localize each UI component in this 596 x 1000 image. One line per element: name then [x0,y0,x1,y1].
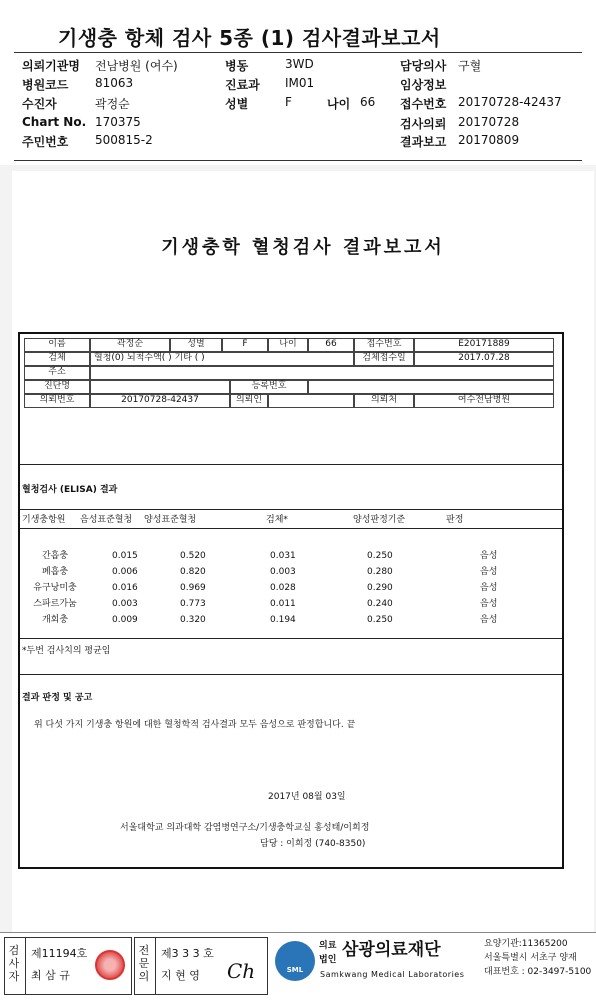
specimen-value: 0.028 [270,583,296,593]
form-sex-value: F [242,339,248,349]
cutoff-value: 0.250 [367,615,393,625]
header-divider [14,52,582,53]
form-requester-label: 의뢰인 [235,395,263,405]
ward-value: 3WD [285,57,314,71]
form-receipt-label: 접수번호 [366,339,402,349]
sex-value: F [285,95,292,109]
form-specimen-label: 검체 [48,353,66,363]
specialist-label-char: 전 [138,944,150,957]
report-date: 2017년 08월 03일 [268,792,346,802]
corp-en: Samkwang Medical Laboratories [320,970,465,979]
form-sex-label: 성별 [187,339,205,349]
hospital-code-label: 병원코드 [22,78,69,92]
corp-info-3: 대표번호 : 02-3497-5100 [484,967,592,977]
positive-std-value: 0.969 [180,583,206,593]
section-divider [20,638,562,639]
age-value: 66 [360,95,376,109]
form-specimen-date-label: 검체접수일 [362,353,406,363]
form-requester-org: 여수전남병원 [457,395,511,405]
logo-text: SML [286,966,304,974]
doctor-value: 구혈 [458,59,482,73]
request-value: 20170728 [458,115,520,129]
form-specimen-date: 2017.07.28 [458,353,510,363]
patient-value: 곽정순 [95,97,130,111]
specialist-label-char: 의 [138,970,150,983]
form-diagnosis-label: 진단명 [43,381,71,391]
inspector-id: 제11194호 [31,947,88,960]
corp-prefix-2: 법인 [319,955,337,965]
antigen-name: 폐흡충 [41,567,69,577]
conclusion-title: 결과 판정 및 공고 [22,693,93,703]
inspector-label-char: 자 [8,970,20,983]
specialist-divider [155,938,156,994]
antigen-name: 스파르가눔 [33,599,77,609]
col-specimen: 검체* [266,515,288,525]
elisa-title: 혈청검사 (ELISA) 결과 [22,485,118,495]
chart-label: Chart No. [22,115,87,129]
form-ref-value: 20170728-42437 [121,395,199,405]
specimen-value: 0.194 [270,615,296,625]
cutoff-value: 0.250 [367,551,393,561]
result-value: 20170809 [458,133,520,147]
scanned-document [0,165,596,932]
patient-label: 수진자 [22,97,57,111]
inspector-box [4,937,132,995]
inspector-name: 최 삼 규 [31,969,70,982]
specialist-label [137,944,151,983]
verdict-value: 음성 [480,583,498,593]
specimen-value: 0.011 [270,599,296,609]
inspector-divider [25,938,26,994]
institution-value: 전남병원 (여수) [95,59,178,73]
form-address-label: 주소 [48,367,66,377]
form-age-value: 66 [325,339,337,349]
age-label: 나이 [327,97,351,111]
negative-std-value: 0.009 [112,615,138,625]
col-verdict: 판정 [446,515,464,525]
col-negative-std: 음성표준혈청 [80,515,133,525]
diagnosis-value-cell [90,380,230,394]
positive-std-value: 0.520 [180,551,206,561]
antigen-name: 유구낭미충 [33,583,77,593]
section-divider [20,509,562,510]
dept-label: 진료과 [225,78,260,92]
col-positive-std: 양성표준혈청 [144,515,197,525]
verdict-value: 음성 [480,599,498,609]
issuing-org: 서울대학교 의과대학 감염병연구소/기생충학교실 홍성태/이희정 [120,823,370,833]
corp-info-1: 요양기관:11365200 [484,939,568,949]
requester-value-cell [268,394,354,408]
form-age-label: 나이 [279,339,297,349]
dept-value: IM01 [285,76,315,90]
footnote: *두번 검사치의 평균임 [22,646,111,656]
document-title: 기생충학 혈청검사 결과보고서 [161,237,445,258]
col-antigen: 기생충항원 [22,515,66,525]
form-specimen-value: 혈청(0) 뇌척수액( ) 기타 ( ) [94,353,205,363]
clinical-label: 임상정보 [400,78,447,92]
sml-logo-icon [275,941,315,981]
result-label: 결과보고 [400,135,447,149]
resident-label: 주민번호 [22,135,69,149]
positive-std-value: 0.320 [180,615,206,625]
ward-label: 병동 [225,59,249,73]
antigen-name: 간흡충 [41,551,69,561]
specialist-label-char: 문 [138,957,150,970]
specimen-value: 0.031 [270,551,296,561]
corp-name: 삼광의료재단 [342,940,441,960]
request-label: 검사의뢰 [400,117,447,131]
verdict-value: 음성 [480,615,498,625]
contact-info: 담당 : 이희정 (740-8350) [260,839,366,849]
address-value-cell [90,366,554,380]
reg-value-cell [308,380,554,394]
specialist-box [134,937,268,995]
inspector-label [7,944,21,983]
cutoff-value: 0.290 [367,583,393,593]
conclusion-text: 위 다섯 가지 기생충 항원에 대한 혈청학적 검사결과 모두 음성으로 판정합니다. 끝 [34,720,356,730]
report-header [0,0,596,165]
signature: Ch [227,959,256,983]
specimen-value: 0.003 [270,567,296,577]
document-paper [12,171,594,932]
resident-value: 500815-2 [95,133,153,147]
negative-std-value: 0.016 [112,583,138,593]
inspector-label-char: 검 [8,944,20,957]
inspector-label-char: 사 [8,957,20,970]
verdict-value: 음성 [480,551,498,561]
form-reg-label: 등록번호 [251,381,287,391]
report-title: 기생충 항체 검사 5종 (1) 검사결과보고서 [58,26,441,50]
corp-prefix-1: 의료 [319,941,337,951]
form-name-value: 곽정순 [116,339,144,349]
chart-value: 170375 [95,115,141,129]
result-form [18,332,564,869]
doctor-label: 담당의사 [400,59,447,73]
corp-info-2: 서울특별시 서초구 양재 [484,953,577,963]
form-ref-label: 의뢰번호 [39,395,75,405]
institution-label: 의뢰기관명 [22,59,80,73]
section-divider [20,464,562,465]
specialist-name: 지 현 영 [161,969,200,982]
col-cutoff: 양성판정기준 [353,515,406,525]
specialist-id: 제3 3 3 호 [161,947,214,960]
negative-std-value: 0.003 [112,599,138,609]
negative-std-value: 0.015 [112,551,138,561]
sex-label: 성별 [225,97,249,111]
verdict-value: 음성 [480,567,498,577]
table-header-divider [20,528,562,529]
form-name-label: 이름 [48,339,66,349]
cutoff-value: 0.280 [367,567,393,577]
receipt-value: 20170728-42437 [458,95,562,109]
negative-std-value: 0.006 [112,567,138,577]
receipt-label: 접수번호 [400,97,447,111]
form-receipt-value: E20171889 [458,339,510,349]
header-bottom-divider [14,160,582,161]
cutoff-value: 0.240 [367,599,393,609]
report-footer [0,932,596,1000]
antigen-name: 개회충 [41,615,69,625]
positive-std-value: 0.820 [180,567,206,577]
positive-std-value: 0.773 [180,599,206,609]
official-seal [95,950,125,980]
hospital-code-value: 81063 [95,76,134,90]
section-divider [20,674,562,675]
form-requester-org-label: 의뢰처 [370,395,398,405]
